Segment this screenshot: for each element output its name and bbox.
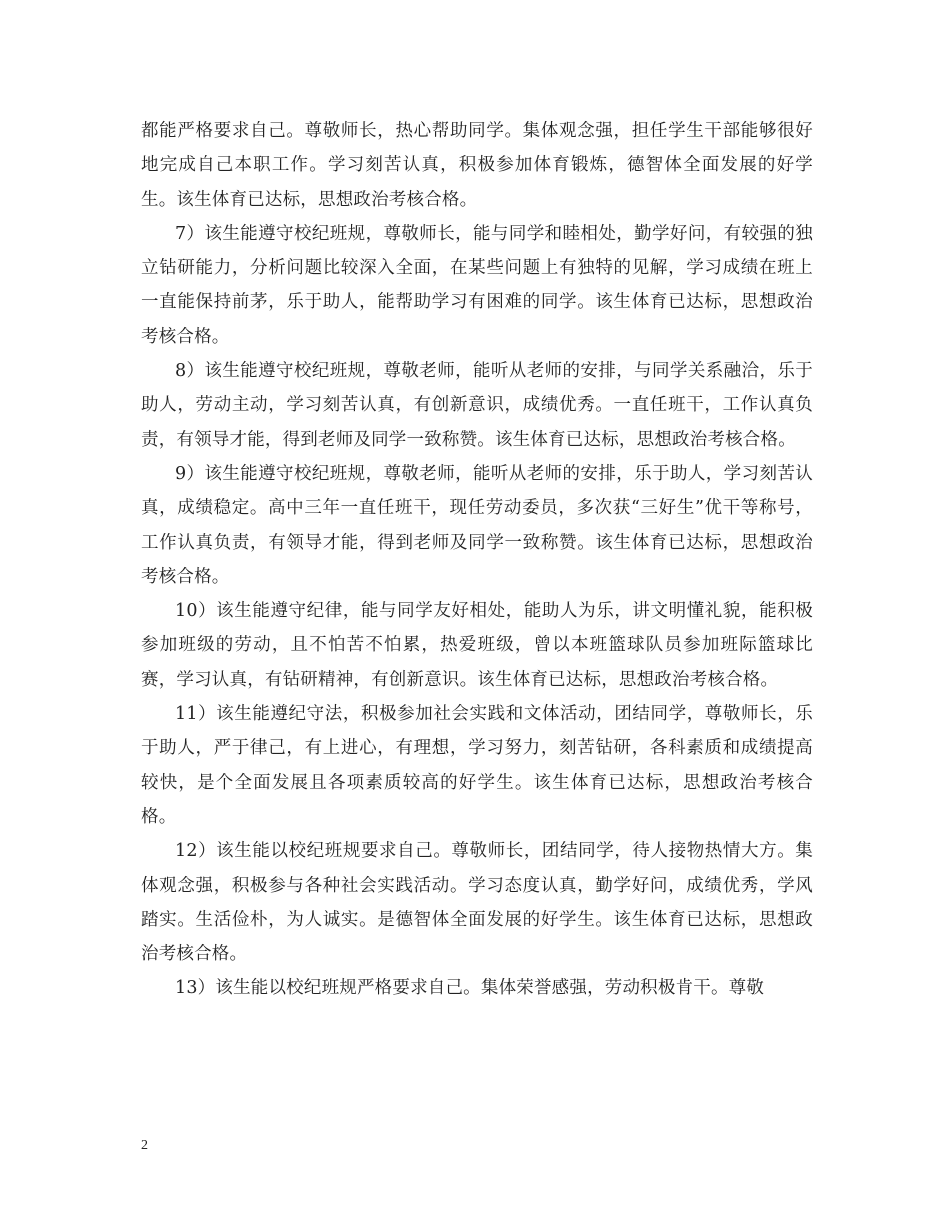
paragraph-continuation: 都能严格要求自己。尊敬师长，热心帮助同学。集体观念强，担任学生干部能够很好地完成自己本职工作。学习刻苦认真，积极参加体育锻炼，德智体全面发展的好学生。该生体育已达标，思想政治考核合格。 (141, 121, 813, 210)
paragraph-item-7: 7）该生能遵守校纪班规，尊敬师长，能与同学和睦相处，勤学好问，有较强的独立钻研能力，分析问题比较深入全面，在某些问题上有独特的见解，学习成绩在班上一直能保持前茅，乐于助人，能帮助学习有困难的同学。该生体育已达标，思想政治考核合格。 (141, 223, 813, 347)
paragraph-item-13: 13）该生能以校纪班规严格要求自己。集体荣誉感强，劳动积极肯干。尊敬 (175, 978, 765, 999)
paragraph-item-12: 12）该生能以校纪班规要求自己。尊敬师长，团结同学，待人接物热情大方。集体观念强，积极参与各种社会实践活动。学习态度认真，勤学好问，成绩优秀，学风踏实。生活俭朴，为人诚实。是德智体全面发展的好学生。该生体育已达标，思想政治考核合格。 (141, 841, 813, 965)
page-number: 2 (141, 1138, 148, 1153)
paragraph-item-8: 8）该生能遵守校纪班规，尊敬老师，能听从老师的安排，与同学关系融洽，乐于助人，劳动主动，学习刻苦认真，有创新意识，成绩优秀。一直任班干，工作认真负责，有领导才能，得到老师及同学一致称赞。该生体育已达标，思想政治考核合格。 (141, 361, 813, 450)
paragraph-item-10: 10）该生能遵守纪律，能与同学友好相处，能助人为乐，讲文明懂礼貌，能积极参加班级的劳动，且不怕苦不怕累，热爱班级，曾以本班篮球队员参加班际篮球比赛，学习认真，有钻研精神，有创新意识。该生体育已达标，思想政治考核合格。 (141, 601, 813, 690)
paragraph-item-11: 11）该生能遵纪守法，积极参加社会实践和文体活动，团结同学，尊敬师长，乐于助人，严于律己，有上进心，有理想，学习努力，刻苦钻研，各科素质和成绩提高较快，是个全面发展且各项素质较高的好学生。该生体育已达标，思想政治考核合格。 (141, 704, 813, 827)
document-body (141, 114, 813, 1006)
paragraph-item-9: 9）该生能遵守校纪班规，尊敬老师，能听从老师的安排，乐于助人，学习刻苦认真，成绩稳定。高中三年一直任班干，现任劳动委员，多次获“三好生”优干等称号，工作认真负责，有领导才能，得到老师及同学一致称赞。该生体育已达标，思想政治考核合格。 (141, 463, 813, 587)
